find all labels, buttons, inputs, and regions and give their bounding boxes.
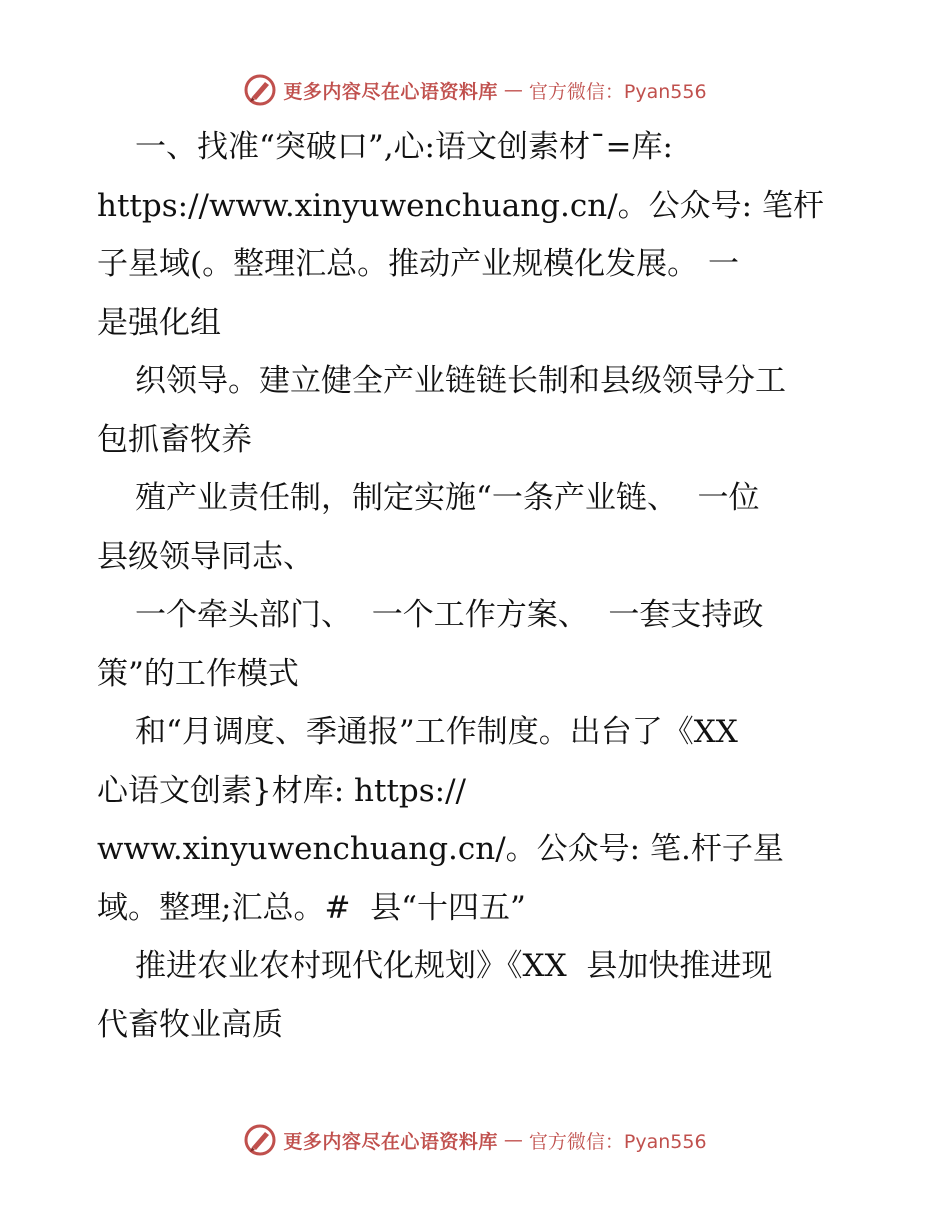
text-line: 一个牵头部门、 一个工作方案、 一套支持政 (135, 597, 764, 633)
text-line: 包抓畜牧养 (97, 421, 252, 458)
text-line: 县级领导同志、 (97, 538, 314, 575)
text-line: 策”的工作模式 (97, 655, 299, 692)
text-line: www.xinyuwenchuang.cn/。公众号: 笔.杆子星 (97, 831, 784, 867)
banner-title: 更多内容尽在心语资料库 (283, 80, 498, 103)
text-line: 和“月调度、季通报”工作制度。出台了《XX (135, 714, 738, 750)
banner-title: 更多内容尽在心语资料库 (283, 1130, 498, 1153)
text-line: 殖产业责任制，制定实施“一条产业链、 一位 (135, 480, 760, 516)
banner-dash: — (503, 1129, 523, 1151)
banner-dash: — (503, 79, 523, 101)
text-line: 推进农业农村现代化规划》《XX 县加快推进现 (135, 948, 773, 984)
pen-logo-icon (243, 73, 277, 107)
text-line: 织领导。建立健全产业链链长制和县级领导分工 (135, 363, 786, 399)
document-body (97, 118, 857, 1054)
text-line: 域。整理;汇总。# 县“十四五” (97, 889, 526, 926)
text-line: 是强化组 (97, 304, 221, 341)
footer-banner (0, 1120, 950, 1160)
pen-logo-icon (243, 1123, 277, 1157)
banner-wechat: 官方微信：Pyan556 (528, 1130, 707, 1153)
text-line: 心语文创素}材库: https:// (97, 772, 466, 809)
text-line: 子星域(。整理汇总。推动产业规模化发展。 一 (97, 246, 739, 282)
text-line: https://www.xinyuwenchuang.cn/。公众号: 笔杆 (97, 187, 824, 224)
banner-wechat: 官方微信：Pyan556 (528, 80, 707, 103)
text-line: 代畜牧业高质 (97, 1006, 283, 1043)
text-line: 一、找准“突破口”,心:语文创素材¯=库: (135, 129, 673, 165)
header-banner (0, 70, 950, 110)
